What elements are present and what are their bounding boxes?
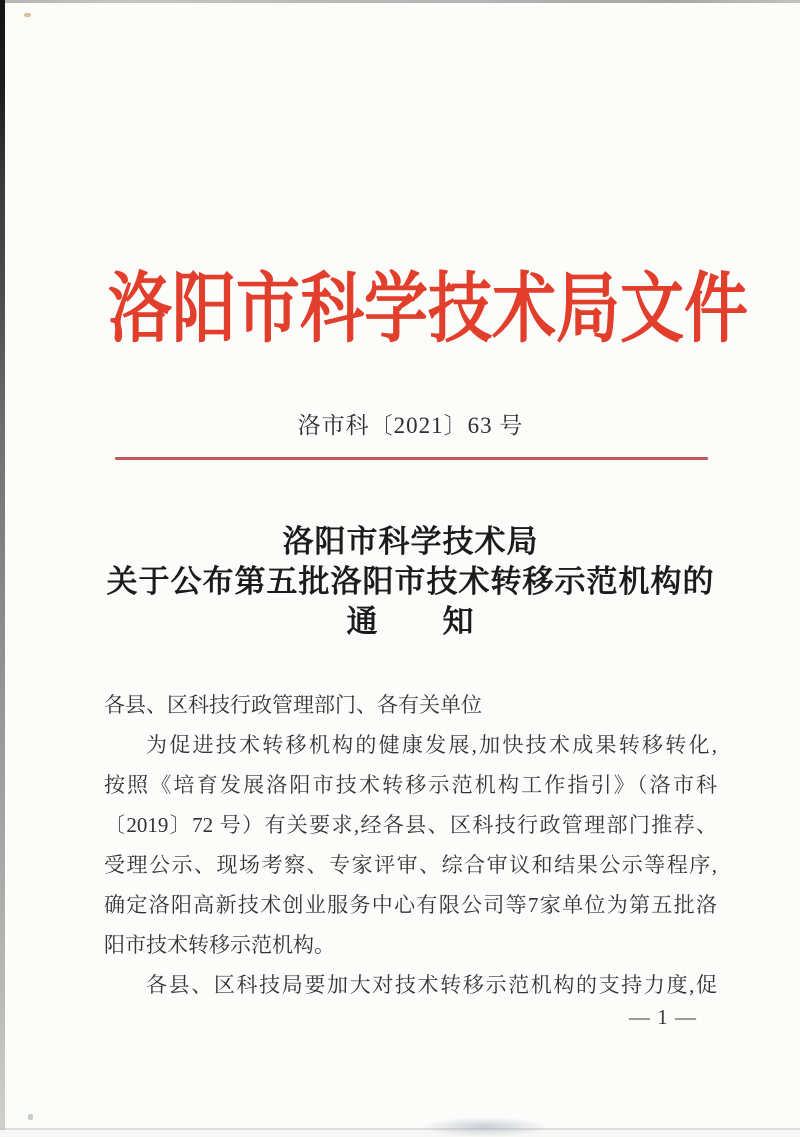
notice-title-line-3: 通 知	[346, 604, 475, 639]
body-line: 为促进技术转移机构的健康发展,加快技术成果转移转化,	[146, 733, 717, 757]
agency-banner-title: 洛阳市科学技术局文件	[108, 266, 748, 352]
salutation-line: 各县、区科技行政管理部门、各有关单位	[104, 693, 482, 717]
scan-artifact-left-edge	[0, 0, 5, 1130]
body-line: 确定洛阳高新技术创业服务中心有限公司等7家单位为第五批洛	[104, 893, 717, 917]
body-line: 按照《培育发展洛阳市技术转移示范机构工作指引》（洛市科	[104, 773, 717, 797]
notice-title	[104, 522, 717, 642]
scan-speck	[28, 1114, 33, 1120]
body-line: 各县、区科技局要加大对技术转移示范机构的支持力度,促	[146, 973, 717, 997]
body-line: 阳市技术转移示范机构。	[104, 933, 335, 957]
document-body	[104, 685, 717, 1005]
notice-title-line-2: 关于公布第五批洛阳市技术转移示范机构的	[106, 564, 715, 599]
body-line: 〔2019〕72 号）有关要求,经各县、区科技行政管理部门推荐、	[104, 813, 717, 837]
red-divider-line	[115, 457, 708, 460]
page-number: — 1 —	[629, 1005, 697, 1029]
document-reference-number: 洛市科〔2021〕63 号	[297, 413, 524, 438]
scan-speck	[24, 13, 31, 17]
body-line: 受理公示、现场考察、专家评审、综合审议和结果公示等程序,	[104, 853, 717, 877]
scan-smudge	[420, 1117, 550, 1137]
notice-title-line-1: 洛阳市科学技术局	[282, 524, 539, 559]
scan-artifact-top-edge	[0, 0, 800, 3]
